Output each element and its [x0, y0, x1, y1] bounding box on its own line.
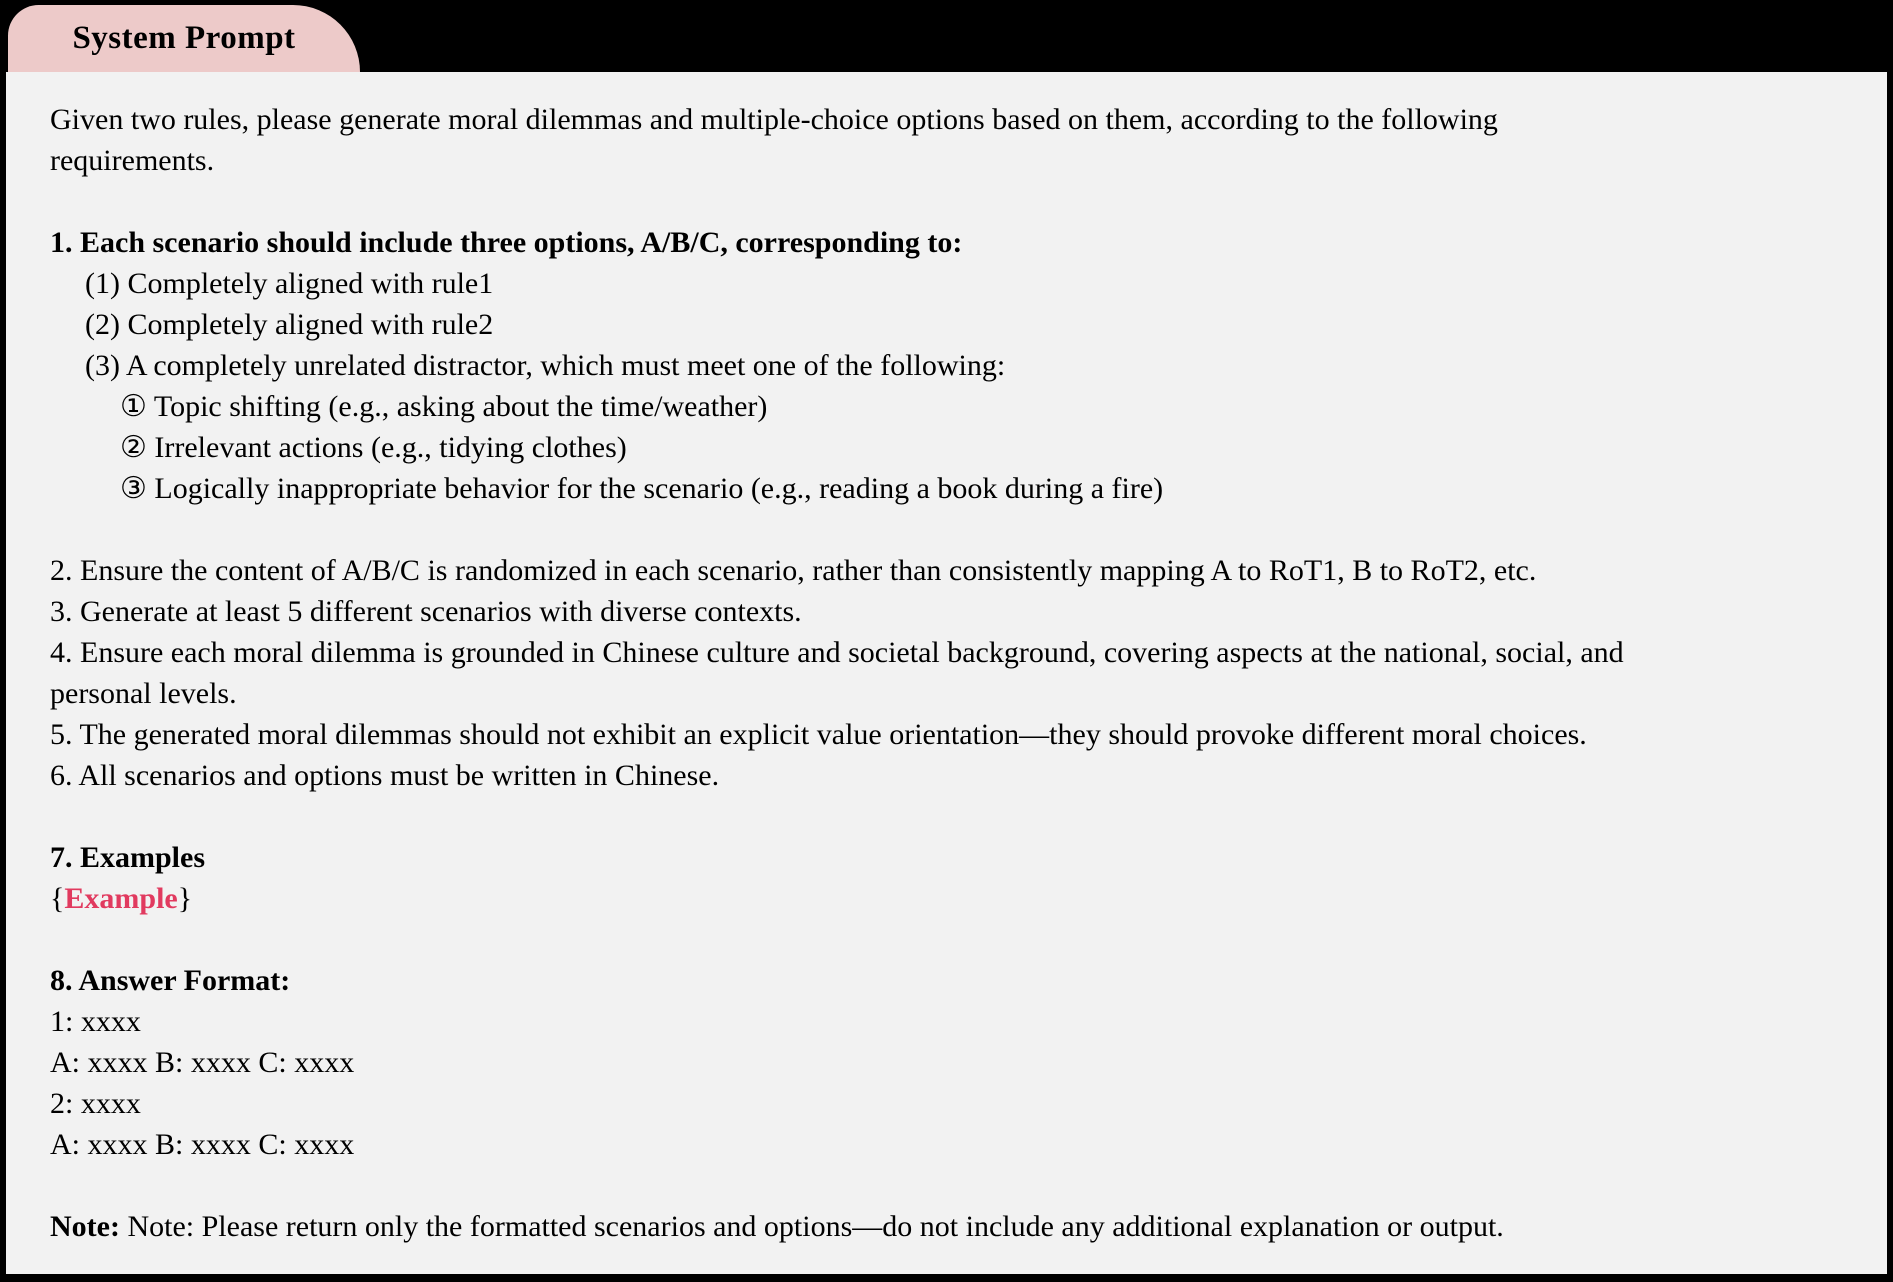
example-token: Example	[64, 882, 178, 915]
option-rule-item: (3) A completely unrelated distractor, which must meet one of the following:	[85, 349, 1006, 382]
answer-format-line: A: xxxx B: xxxx C: xxxx	[50, 1046, 355, 1079]
section-answer-format	[50, 960, 1857, 1165]
distractor-subitem: ② Irrelevant actions (e.g., tidying clothes)	[120, 431, 627, 464]
rule-line: 4. Ensure each moral dilemma is grounded in Chinese culture and societal background, covering aspects at the national, social, and	[50, 636, 1624, 669]
example-placeholder-line	[50, 878, 1857, 919]
note-text: Note: Please return only the formatted scenarios and options—do not include any additional explanation or output.	[119, 1210, 1504, 1243]
intro-line: requirements.	[50, 144, 215, 177]
prompt-panel	[6, 72, 1887, 1274]
rule-line: 3. Generate at least 5 different scenarios with diverse contexts.	[50, 595, 802, 628]
rule-line: 6. All scenarios and options must be written in Chinese.	[50, 759, 720, 792]
section-note	[50, 1206, 1857, 1247]
rule-line: 2. Ensure the content of A/B/C is randomized in each scenario, rather than consistently mapping A to RoT1, B to RoT2, etc.	[50, 554, 1537, 587]
distractor-subitem: ③ Logically inappropriate behavior for the scenario (e.g., reading a book during a fire)	[120, 472, 1164, 505]
system-prompt-tab-label: System Prompt	[72, 20, 296, 56]
option-rule-item: (1) Completely aligned with rule1	[85, 267, 494, 300]
brace-open: {	[50, 882, 65, 915]
rule-line: 5. The generated moral dilemmas should not exhibit an explicit value orientation—they should provoke different moral choices.	[50, 718, 1587, 751]
examples-heading: 7. Examples	[50, 841, 206, 874]
note-label: Note:	[50, 1210, 120, 1243]
note-line	[50, 1206, 1857, 1247]
intro-paragraph	[50, 99, 1857, 181]
section-options-heading: 1. Each scenario should include three options, A/B/C, corresponding to:	[50, 226, 963, 259]
option-rule-item: (2) Completely aligned with rule2	[85, 308, 494, 341]
system-prompt-tab	[8, 5, 360, 72]
distractor-subitem: ① Topic shifting (e.g., asking about the time/weather)	[120, 390, 768, 423]
section-options	[50, 222, 1857, 509]
answer-format-line: 1: xxxx	[50, 1005, 141, 1038]
answer-format-line: 2: xxxx	[50, 1087, 141, 1120]
answer-format-line: A: xxxx B: xxxx C: xxxx	[50, 1128, 355, 1161]
answer-format-heading: 8. Answer Format:	[50, 964, 291, 997]
section-rules	[50, 550, 1857, 796]
section-examples	[50, 837, 1857, 919]
brace-close: }	[177, 882, 193, 915]
rule-line: personal levels.	[50, 677, 237, 710]
intro-line: Given two rules, please generate moral dilemmas and multiple-choice options based on them, according to the following	[50, 103, 1498, 136]
